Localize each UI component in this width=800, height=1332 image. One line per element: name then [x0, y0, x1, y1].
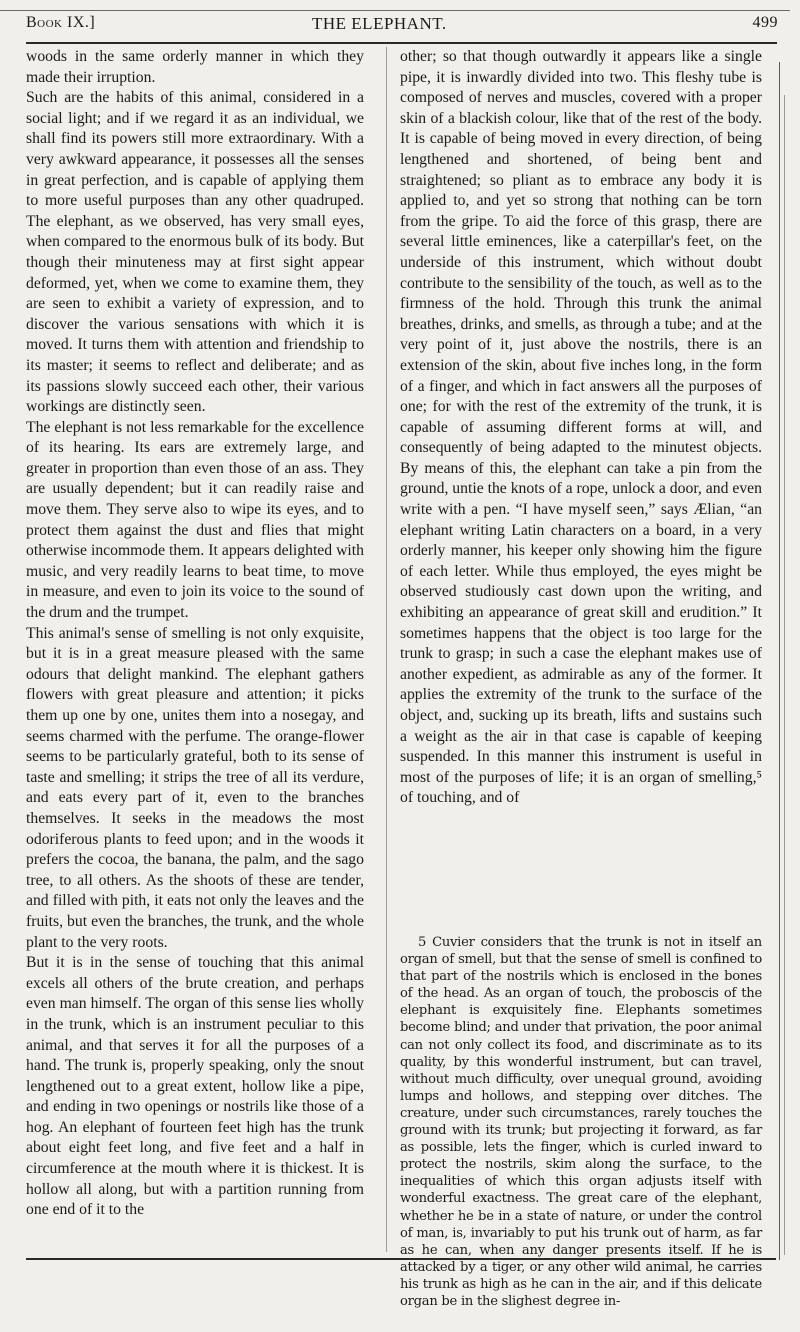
page-right-edge — [779, 62, 780, 1260]
paragraph: other; so that though outwardly it appears like a single pipe, it is inwardly divided into two. This fleshy tube is composed of nerves and muscles, covered with a proper skin of a blackish colour, like that of the rest of the body. It is capable of being moved in every direction, of being lengthened and shortened, of being bent and straightened; so pliant as to embrace any body it is applied to, and yet so strong that nothing can be torn from the gripe. To aid the force of this grasp, there are several little eminences, like a caterpillar's feet, on the underside of this instrument, which without doubt contribute to the sensibility of the touch, as well as to the firmness of the hold. Through this trunk the animal breathes, drinks, and smells, as through a tube; and at the very point of it, just above the nostrils, there is an extension of the skin, about five inches long, in the form of a finger, and which in fact answers all the purposes of one; for with the rest of the extremity of the trunk, it is capable of assuming different forms at will, and consequently of being adapted to the minutest objects. By means of this, the elephant can take a pin from the ground, untie the knots of a rope, unlock a door, and even write with a pen. “I have myself seen,” says Ælian, “an elephant writing Latin characters on a board, in a very orderly manner, his keeper only showing him the figure of each letter. While thus employed, the eyes might be observed studiously cast down upon the writing, and exhibiting an appearance of great skill and erudition.” It sometimes happens that the object is too large for the trunk to grasp; in such a case the elephant makes use of another expedient, as admirable as any of the former. It applies the extremity of the trunk to the surface of the object, and, sucking up its breath, lifts and sustains such a weight as the air in that case is capable of keeping suspended. In this manner this instrument is useful in most of the purposes of life; it is an organ of smelling,⁵ of touching, and of — [400, 48, 762, 807]
column-divider — [386, 47, 387, 1252]
right-column — [400, 47, 762, 809]
header-book: Book IX.] — [26, 14, 96, 31]
bottom-rule — [26, 1258, 776, 1260]
running-header — [26, 14, 778, 38]
header-rule — [26, 42, 777, 44]
page-top-edge — [0, 10, 790, 11]
left-column — [26, 47, 364, 1221]
footnote — [400, 934, 762, 1310]
paragraph: woods in the same orderly manner in which they made their irruption. — [26, 48, 364, 86]
paragraph: Such are the habits of this animal, considered in a social light; and if we regard it as an individual, we shall find its powers still more extraordinary. With a very awkward appearance, it possesses all the senses in great perfection, and is capable of applying them to more useful purposes than any other quadruped. The elephant, as we observed, has very small eyes, when compared to the enormous bulk of its body. But though their minuteness may at first sight appear deformed, yet, when we come to examine them, they are seen to exhibit a variety of expression, and to discover the various sensations with which it is moved. It turns them with attention and friendship to its master; it seems to reflect and deliberate; and as its passions slowly succeed each other, their various workings are distinctly seen. — [26, 89, 364, 416]
footnote-text: 5 Cuvier considers that the trunk is not in itself an organ of smell, but that the sense of smell is confined to that part of the nostrils which is enclosed in the bones of the head. As an organ of touch, the proboscis of the elephant is exquisitely fine. Elephants sometimes become blind; and under that privation, the poor animal can not only collect its food, and discriminate as to its quality, by this wonderful instrument, but can travel, without much difficulty, over unequal ground, avoiding lumps and hollows, and stepping over ditches. The creature, under such circumstances, rarely touches the ground with its trunk; but projecting it forward, as far as possible, lets the finger, which is curled inward to protect the nostrils, skim along the surface, to the inequalities of which this organ adjusts itself with wonderful exactness. The great care of the elephant, whether he be in a state of nature, or under the control of man, is, invariably to put his trunk out of harm, as far as he can, when any danger presents itself. If he is attacked by a tiger, or any other wild animal, he carries his trunk as high as he can in the air, and if this delicate organ be in the slighest degree in- — [400, 935, 762, 1309]
header-title: THE ELEPHANT. — [312, 14, 447, 33]
page-number: 499 — [752, 14, 778, 31]
paragraph: The elephant is not less remarkable for the excellence of its hearing. Its ears are extremely large, and greater in proportion than even those of an ass. They are usually dependent; but it can readily raise and move them. They serve also to wipe its eyes, and to protect them against the dust and flies that might otherwise incommode them. It appears delighted with music, and very readily learns to beat time, to move in measure, and even to join its voice to the sound of the drum and the trumpet. — [26, 418, 364, 622]
paragraph: This animal's sense of smelling is not only exquisite, but it is in a great measure pleased with the same odours that delight mankind. The elephant gathers flowers with great pleasure and attention; it picks them up one by one, unites them into a nosegay, and seems charmed with the perfume. The orange-flower seems to be particularly grateful, both to its sense of taste and smelling; it strips the tree of all its verdure, and eats every part of it, even to the branches themselves. It seeks in the meadows the most odoriferous plants to feed upon; and in the woods it prefers the cocoa, the banana, the palm, and the sago tree, to all others. As the shoots of these are tender, and filled with pith, it eats not only the leaves and the fruits, but even the branches, the trunk, and the whole plant to the very roots. — [26, 624, 364, 951]
page-right-edge-outer — [784, 95, 785, 1255]
paragraph: But it is in the sense of touching that this animal excels all others of the brute creation, and perhaps even man himself. The organ of this sense lies wholly in the trunk, which is an instrument peculiar to this animal, and that serves it for all the purposes of a hand. The trunk is, properly speaking, only the snout lengthened out to a great extent, hollow like a pipe, and ending in two openings or nostrils like those of a hog. An elephant of fourteen feet high has the trunk about eight feet long, and five feet and a half in circumference at the mouth where it is thickest. It is hollow all along, but with a partition running from one end of it to the — [26, 954, 364, 1219]
